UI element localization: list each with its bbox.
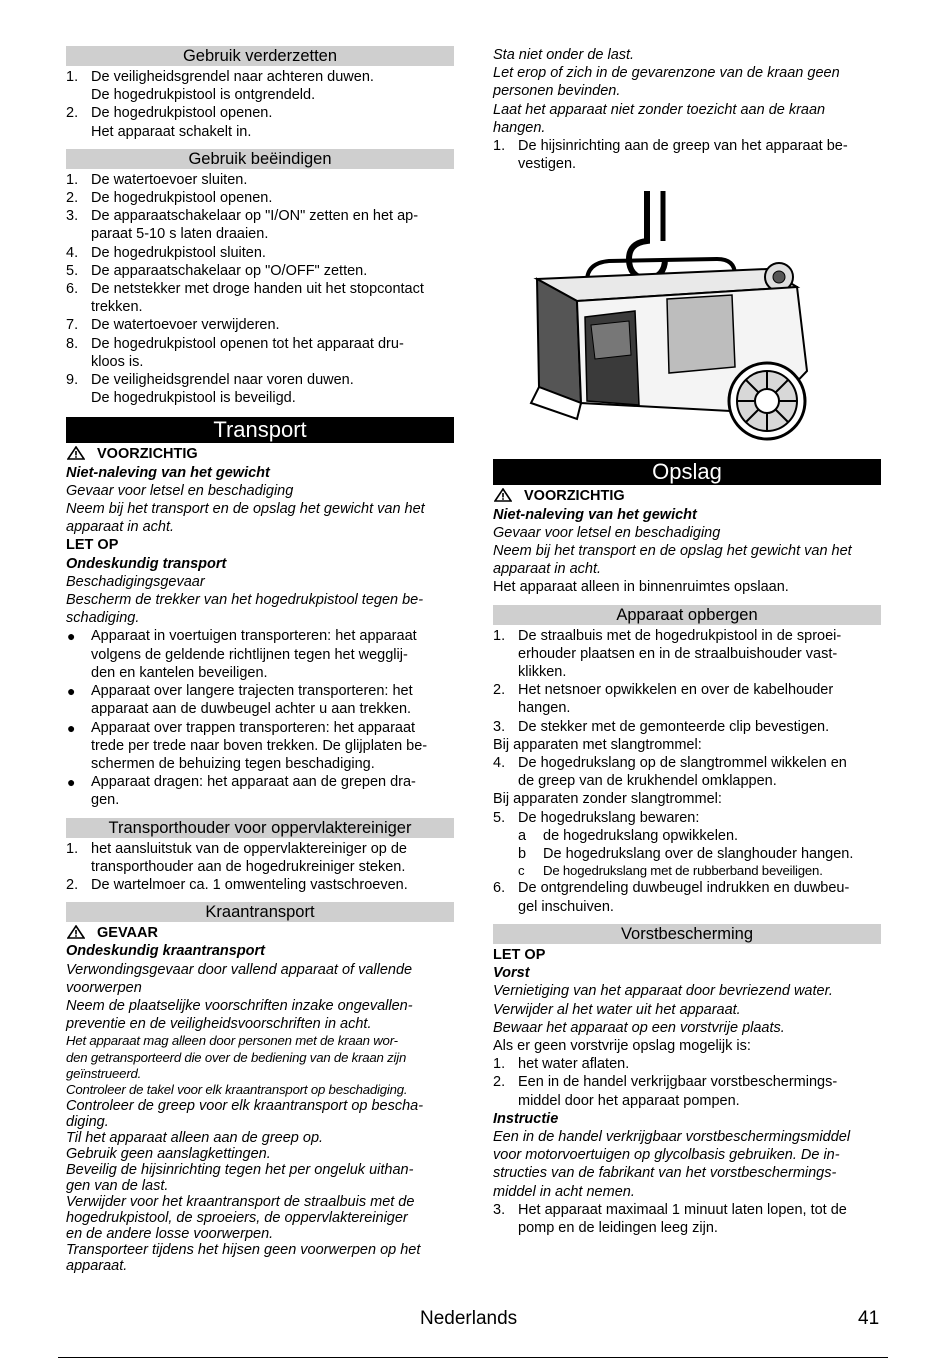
danger-small-text [66,1033,454,1098]
sub-item-letter: a [518,827,527,844]
text-line: Het netsnoer opwikkelen en over de kabelhouder [518,682,834,699]
text-line: transporthouder aan de hogedrukreiniger steken. [91,858,406,875]
sub-item-letter: c [518,863,525,879]
text-line: Bescherm de trekker van het hogedrukpistool tegen be- [66,592,424,609]
sub-item-text: de hogedrukslang opwikkelen. [543,827,739,844]
text-line: De hogedrukpistool sluiten. [91,244,266,261]
item-number: 3. [66,208,79,225]
heading-vorstbescherming: Vorstbescherming [493,924,881,944]
item-number: 1. [66,840,79,857]
sublist-opbergen [493,827,881,880]
text-line: Een in de handel verkrijgbaar vorstbeschermingsmiddel [493,1128,851,1145]
text-line: De hogedrukslang bewaren: [518,809,700,826]
item-number: 4. [493,755,506,772]
text-line: Apparaat over trappen transporteren: het apparaat [91,719,416,736]
text-line: De straalbuis met de hogedrukpistool in de sproei- [518,627,842,644]
item-number: 9. [66,372,79,389]
heading-transporthouder: Transporthouder voor oppervlaktereiniger [66,818,454,838]
text-line: Let erop of zich in de gevarenzone van de kraan geen [493,65,840,82]
item-number: 6. [493,880,506,897]
list-transporthouder [66,840,454,895]
warning-triangle-icon [494,488,512,502]
transport-bullets [66,627,454,809]
instruction-text [493,1128,881,1201]
text-line: Gevaar voor letsel en beschadiging [493,524,721,541]
sub-item-letter: b [518,846,527,863]
item-number: 2. [493,1074,506,1091]
bullet-icon: ● [67,719,76,736]
text-line: erhouder plaatsen en in de straalbuishouder vast- [518,645,838,662]
list-item [66,104,454,140]
text-line: Controleer de takel voor elk kraantransport op beschadiging. [66,1081,408,1097]
text-line: De watertoevoer verwijderen. [91,317,280,334]
item-number: 2. [66,105,79,122]
heading-gebruik-beeindigen: Gebruik beëindigen [66,149,454,169]
text-line: middel in acht nemen. [493,1183,635,1200]
list-item [66,335,454,371]
heading-kraantransport: Kraantransport [66,902,454,922]
text-line: Verwondingsgevaar door vallend apparaat of vallende [66,961,413,978]
caution-label: VOORZICHTIG [493,487,881,505]
text-line: de greep van de krukhendel omklappen. [518,773,777,790]
text-line: De wartelmoer ca. 1 omwenteling vastschroeven. [91,876,408,893]
item-number: 2. [66,190,79,207]
item-number: 1. [66,171,79,188]
notice-label: LET OP [66,537,119,554]
text-line: apparaat. [66,1258,128,1275]
text-line: apparaat aan de duwbeugel achter u aan trekken. [91,701,412,718]
danger-text [66,961,454,1034]
kraan-continued-text [493,46,881,137]
pressure-washer-crane-illustration [517,191,837,441]
text-line: gel inschuiven. [518,898,614,915]
text-line: Til het apparaat alleen aan de greep op. [66,1130,324,1147]
text-line: Beveilig de hijsinrichting tegen het per ongeluk uithan- [66,1162,414,1179]
text-line: Het apparaat maximaal 1 minuut laten lopen, tot de [518,1201,847,1218]
text-line: paraat 5-10 s laten draaien. [91,226,269,243]
text-line: Sta niet onder de last. [493,47,635,63]
text-line: Laat het apparaat niet zonder toezicht aan de kraan [493,101,826,118]
list-item [493,1201,881,1237]
text-line: Verwijder al het water uit het apparaat. [493,1001,741,1018]
heading-gebruik-verderzetten: Gebruik verderzetten [66,46,454,66]
item-number: 1. [493,1056,506,1073]
caution-title: Niet-naleving van het gewicht [493,506,697,523]
sub-item-text: De hogedrukslang met de rubberband beveiligen. [543,863,823,879]
caution-text [493,524,881,579]
list-item [66,262,454,280]
warning-triangle-icon [67,925,85,939]
list-item [66,840,454,876]
note-without-hose-reel: Bij apparaten zonder slangtrommel: [493,791,722,808]
text-line: Transporteer tijdens het hijsen geen voorwerpen op het [66,1242,421,1259]
footer-divider [58,1357,888,1358]
text-line: pomp en de leidingen leeg zijn. [518,1219,718,1236]
bullet-item [66,773,454,809]
text-line: het water aflaten. [518,1056,630,1073]
item-number: 1. [66,69,79,85]
left-column [66,46,454,1274]
text-line: volgens de geldende richtlijnen tegen het wegglij- [91,646,408,663]
text-line: De apparaatschakelaar op "O/OFF" zetten. [91,262,368,279]
list-item [493,137,881,173]
text-line: Verwijder voor het kraantransport de straalbuis met de [66,1194,415,1211]
list-item [66,189,454,207]
text-line: De hijsinrichting aan de greep van het apparaat be- [518,138,848,155]
text-line: kloos is. [91,353,144,370]
item-number: 5. [66,262,79,279]
text-line: preventie en de veiligheidsvoorschriften in acht. [66,1016,372,1033]
list-vorst-b [493,1201,881,1237]
warning-triangle-icon [67,446,85,460]
list-gebruik-verderzetten [66,68,454,141]
text-line: De apparaatschakelaar op "I/ON" zetten en het ap- [91,208,419,225]
text-line: De hogedrukpistool openen. [91,105,273,122]
bullet-item [66,682,454,718]
bullet-icon: ● [67,683,76,700]
list-item [66,244,454,262]
text-line: middel door het apparaat pompen. [518,1092,740,1109]
instruction-title: Instructie [493,1110,559,1127]
sub-list-item [493,863,881,879]
text-line: De veiligheidsgrendel naar voren duwen. [91,372,354,389]
text-line: voor motorvoertuigen op glycolbasis gebruiken. De in- [493,1147,840,1164]
text-line: Neem bij het transport en de opslag het gewicht van het [66,501,425,518]
text-line: hogedrukpistool, de sproeiers, de oppervlaktereiniger [66,1210,408,1227]
item-number: 1. [493,138,506,155]
notice-text [493,982,881,1037]
text-line: Het apparaat mag alleen door personen met de kraan wor- [66,1033,398,1049]
text-line: De hogedrukpistool openen tot het apparaat dru- [91,335,404,352]
heading-opslag: Opslag [493,459,881,485]
text-line: den getransporteerd die over de bediening van de kraan zijn [66,1049,407,1065]
text-line: Gevaar voor letsel en beschadiging [66,482,294,499]
bullet-icon: ● [67,774,76,791]
sub-item-text: De hogedrukslang over de slanghouder hangen. [543,846,854,863]
text-line: De stekker met de gemonteerde clip bevestigen. [518,718,830,735]
list-opbergen-b [493,754,881,790]
list-item [493,879,881,915]
text-line: schermen de behuizing tegen beschadiging. [91,755,375,772]
list-item [493,1055,881,1073]
bullet-item [66,719,454,774]
notice-title: Vorst [493,965,530,982]
danger-label: GEVAAR [66,924,454,942]
text-line: Gebruik geen aanslagkettingen. [66,1146,271,1163]
text-line: en de andere losse voorwerpen. [66,1226,274,1243]
text-line: voorwerpen [66,979,142,996]
text-line: apparaat in acht. [66,519,175,536]
list-gebruik-beeindigen [66,171,454,408]
caution-text [66,482,454,537]
vorst-text: Als er geen vorstvrije opslag mogelijk is: [493,1037,751,1054]
text-line: Bewaar het apparaat op een vorstvrije plaats. [493,1019,785,1036]
text-line: Apparaat over langere trajecten transporteren: het [91,683,413,700]
page-number: 41 [858,1308,880,1329]
list-item [493,627,881,682]
item-number: 8. [66,335,79,352]
heading-transport: Transport [66,417,454,443]
list-item [493,718,881,736]
text-line: De netstekker met droge handen uit het stopcontact [91,281,424,298]
list-item [493,681,881,717]
text-line: Beschadigingsgevaar [66,573,205,590]
text-line: Controleer de greep voor elk kraantransport op bescha- [66,1098,424,1115]
item-number: 3. [493,1201,506,1218]
text-line: De ontgrendeling duwbeugel indrukken en duwbeu- [518,880,850,897]
list-opbergen-d [493,879,881,915]
text-line: trekken. [91,299,143,316]
item-number: 3. [493,718,506,735]
list-item [66,171,454,189]
text-line: Neem de plaatselijke voorschriften inzake ongevallen- [66,997,413,1014]
bullet-item [66,627,454,682]
text-line: gen van de last. [66,1178,169,1195]
notice-text [66,573,454,628]
item-number: 5. [493,809,506,826]
text-line: personen bevinden. [493,83,621,100]
list-item [66,68,454,104]
list-item [66,316,454,334]
text-line: hangen. [518,700,571,717]
item-number: 6. [66,281,79,298]
text-line: klikken. [518,664,567,681]
sub-list-item [493,845,881,863]
list-item [66,371,454,407]
list-opbergen-a [493,627,881,736]
item-number: 2. [66,876,79,893]
opslag-text: Het apparaat alleen in binnenruimtes opslaan. [493,579,789,596]
item-number: 4. [66,244,79,261]
note-with-hose-reel: Bij apparaten met slangtrommel: [493,736,702,753]
text-line: gen. [91,792,120,809]
list-opbergen-c [493,809,881,827]
text-line: De veiligheidsgrendel naar achteren duwen. [91,69,374,85]
text-line: De hogedrukpistool openen. [91,190,273,207]
text-line: structies van de fabrikant van het vorstbeschermings- [493,1165,837,1182]
list-kraan-continued [493,137,881,173]
right-column [493,46,881,1237]
item-number: 2. [493,682,506,699]
list-vorst-a [493,1055,881,1110]
list-item [493,754,881,790]
sub-list-item [493,827,881,845]
text-line: Vernietiging van het apparaat door bevriezend water. [493,983,833,1000]
text-line: hangen. [493,119,546,136]
text-line: schadiging. [66,610,140,627]
text-line: Apparaat dragen: het apparaat aan de grepen dra- [91,774,416,791]
bullet-icon: ● [67,628,76,645]
caution-label: VOORZICHTIG [66,445,454,463]
text-line: De watertoevoer sluiten. [91,171,248,188]
caution-title: Niet-naleving van het gewicht [66,464,270,481]
text-line: De hogedrukslang op de slangtrommel wikkelen en [518,755,847,772]
item-number: 7. [66,317,79,334]
text-line: diging. [66,1114,109,1131]
list-item [493,809,881,827]
text-line: het aansluitstuk van de oppervlaktereiniger op de [91,840,407,857]
heading-apparaat-opbergen: Apparaat opbergen [493,605,881,625]
item-number: 1. [493,627,506,644]
text-line: De hogedrukpistool is beveiligd. [91,390,296,407]
list-item [66,280,454,316]
text-line: Een in de handel verkrijgbaar vorstbeschermings- [518,1074,838,1091]
notice-label: LET OP [493,946,546,963]
list-item [66,876,454,894]
text-line: den en kantelen beveiligen. [91,664,268,681]
list-item [66,207,454,243]
notice-title: Ondeskundig transport [66,555,227,572]
text-line: trede per trede naar boven trekken. De glijplaten be- [91,737,428,754]
text-line: vestigen. [518,156,577,173]
danger-title: Ondeskundig kraantransport [66,943,266,960]
text-line: Het apparaat schakelt in. [91,123,252,140]
text-line: Neem bij het transport en de opslag het gewicht van het [493,543,852,560]
danger-tight-text [66,1098,454,1274]
list-item [493,1073,881,1109]
text-line: De hogedrukpistool is ontgrendeld. [91,87,316,104]
text-line: apparaat in acht. [493,561,602,578]
text-line: Apparaat in voertuigen transporteren: het apparaat [91,628,417,645]
text-line: geïnstrueerd. [66,1065,142,1081]
footer-language: Nederlands [420,1308,518,1329]
